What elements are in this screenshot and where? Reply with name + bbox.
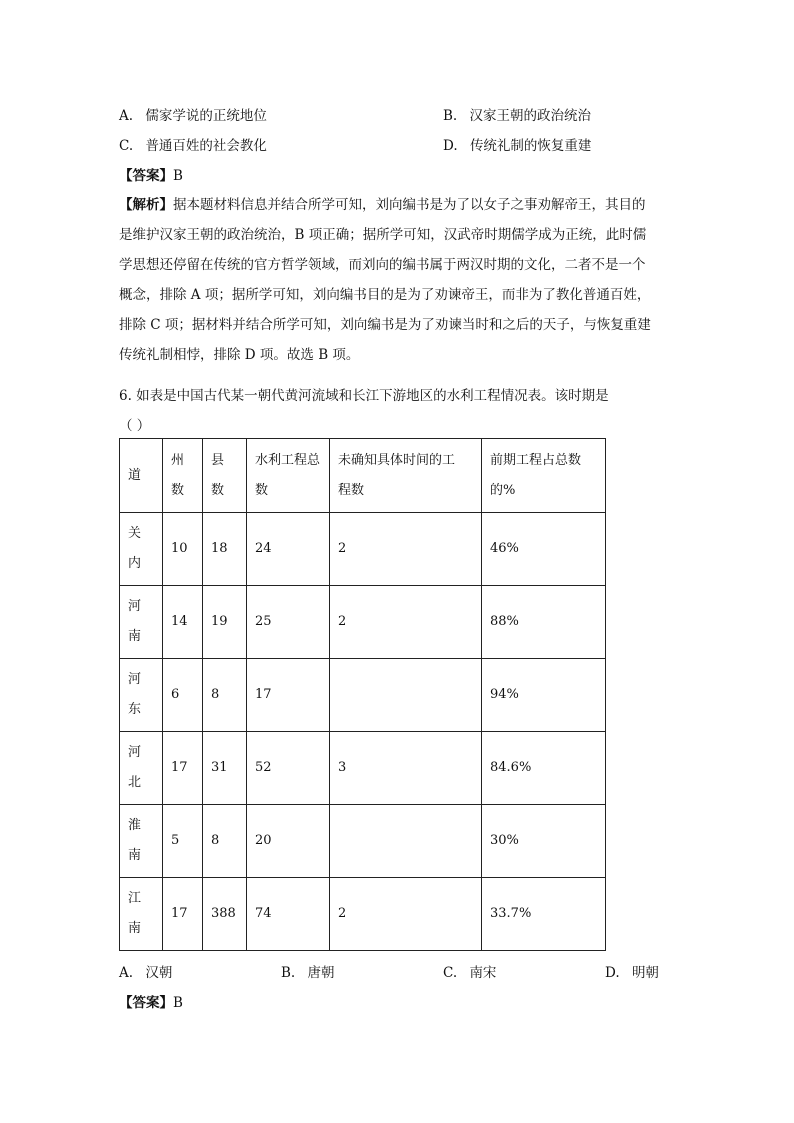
table-cell <box>330 805 482 878</box>
header-text: 的% <box>490 482 516 498</box>
region-cell <box>120 805 163 878</box>
header-cell <box>163 439 203 513</box>
q6-option-a <box>119 961 172 981</box>
table-cell: 8 <box>203 659 247 732</box>
region-text: 南 <box>128 629 142 644</box>
region-cell <box>120 659 163 732</box>
table-cell: 31 <box>203 732 247 805</box>
region-text: 关 <box>128 526 142 541</box>
header-cell <box>203 439 247 513</box>
option-text: 南宋 <box>469 965 497 981</box>
answer-line <box>119 164 183 184</box>
table-row <box>120 659 606 732</box>
option-text: 唐朝 <box>307 965 335 981</box>
analysis-line: 概念，排除 A 项；据所学可知，刘向编书目的是为了劝谏帝王，而非为了教化普通百姓， <box>119 287 651 303</box>
region-text: 河 <box>128 745 142 760</box>
q6-option-b <box>281 961 335 981</box>
table-cell: 8 <box>203 805 247 878</box>
region-cell <box>120 878 163 951</box>
region-cell <box>120 513 163 586</box>
table-cell: 5 <box>163 805 203 878</box>
table-cell: 18 <box>203 513 247 586</box>
region-text: 内 <box>128 556 142 571</box>
table-cell: 6 <box>163 659 203 732</box>
option-c <box>119 134 267 154</box>
table-row <box>120 805 606 878</box>
table-row <box>120 732 606 805</box>
answer-value: B <box>173 168 183 184</box>
table-cell: 46% <box>482 513 606 586</box>
region-text: 南 <box>128 848 142 863</box>
option-letter: C. <box>443 965 458 981</box>
option-text: 传统礼制的恢复重建 <box>469 138 592 154</box>
answer-value: B <box>173 995 183 1011</box>
region-cell <box>120 732 163 805</box>
option-text: 汉朝 <box>145 965 173 981</box>
region-text: 淮 <box>128 818 142 833</box>
analysis-line: 是维护汉家王朝的政治统治，B 项正确；据所学可知，汉武帝时期儒学成为正统，此时儒 <box>119 227 647 243</box>
answer-label: 【答案】 <box>119 168 173 184</box>
option-text: 汉家王朝的政治统治 <box>469 108 592 124</box>
table-cell: 94% <box>482 659 606 732</box>
table-cell: 30% <box>482 805 606 878</box>
table-cell: 17 <box>163 878 203 951</box>
irrigation-table <box>119 438 606 951</box>
header-text: 数 <box>255 482 269 498</box>
option-text: 普通百姓的社会教化 <box>145 138 267 154</box>
header-cell <box>247 439 330 513</box>
table-cell: 84.6% <box>482 732 606 805</box>
table-cell: 388 <box>203 878 247 951</box>
option-b <box>443 104 591 124</box>
header-text: 州 <box>171 452 185 468</box>
region-text: 江 <box>128 891 142 906</box>
table-row <box>120 586 606 659</box>
option-letter: D. <box>605 965 620 981</box>
analysis-label: 【解析】 <box>119 197 173 213</box>
table-cell: 17 <box>247 659 330 732</box>
table-cell: 24 <box>247 513 330 586</box>
table-header-row <box>120 439 606 513</box>
question-stem: 6. 如表是中国古代某一朝代黄河流域和长江下游地区的水利工程情况表。该时期是 <box>119 388 609 404</box>
table-cell: 88% <box>482 586 606 659</box>
q6-option-c <box>443 961 496 981</box>
header-text: 数 <box>211 482 225 498</box>
header-text: 道 <box>128 467 142 483</box>
header-cell <box>120 439 163 513</box>
region-text: 河 <box>128 672 142 687</box>
header-cell <box>330 439 482 513</box>
option-letter: C. <box>119 138 134 154</box>
option-text: 明朝 <box>631 965 659 981</box>
analysis-line: 排除 C 项；据材料并结合所学可知，刘向编书是为了劝谏当时和之后的天子，与恢复重建 <box>119 317 651 333</box>
header-cell <box>482 439 606 513</box>
table-cell: 20 <box>247 805 330 878</box>
analysis-line: 据本题材料信息并结合所学可知，刘向编书是为了以女子之事劝解帝王，其目的 <box>173 197 646 213</box>
table-cell: 19 <box>203 586 247 659</box>
header-text: 未确知具体时间的工 <box>338 452 456 468</box>
table-row <box>120 878 606 951</box>
table-cell: 10 <box>163 513 203 586</box>
table-cell: 52 <box>247 732 330 805</box>
header-text: 前期工程占总数 <box>490 452 582 468</box>
option-letter: B. <box>443 108 458 124</box>
analysis-line: 学思想还停留在传统的官方哲学领域，而刘向的编书属于两汉时期的文化，二者不是一个 <box>119 257 646 273</box>
table-row <box>120 513 606 586</box>
table-cell: 2 <box>330 513 482 586</box>
q6-answer-line <box>119 991 183 1011</box>
option-d <box>443 134 591 154</box>
header-text: 县 <box>211 452 225 468</box>
table-cell: 33.7% <box>482 878 606 951</box>
table-cell: 2 <box>330 586 482 659</box>
answer-label: 【答案】 <box>119 995 173 1011</box>
region-text: 河 <box>128 599 142 614</box>
table-cell: 14 <box>163 586 203 659</box>
option-text: 儒家学说的正统地位 <box>145 108 267 124</box>
table-cell: 2 <box>330 878 482 951</box>
header-text: 水利工程总 <box>255 452 321 468</box>
table-cell: 25 <box>247 586 330 659</box>
table-cell: 74 <box>247 878 330 951</box>
region-text: 南 <box>128 921 142 936</box>
option-letter: B. <box>281 965 296 981</box>
answer-blank: （ ） <box>119 418 151 434</box>
region-text: 北 <box>128 775 142 790</box>
option-letter: A. <box>119 965 134 981</box>
table-cell: 3 <box>330 732 482 805</box>
option-letter: A. <box>119 108 134 124</box>
analysis-line: 传统礼制相悖，排除 D 项。故选 B 项。 <box>119 347 360 363</box>
option-a <box>119 104 267 124</box>
table-cell <box>330 659 482 732</box>
header-text: 程数 <box>338 482 365 498</box>
table-cell: 17 <box>163 732 203 805</box>
region-text: 东 <box>128 702 142 717</box>
analysis-paragraph <box>119 190 679 370</box>
region-cell <box>120 586 163 659</box>
option-letter: D. <box>443 138 458 154</box>
header-text: 数 <box>171 482 185 498</box>
q6-option-d <box>605 961 659 981</box>
